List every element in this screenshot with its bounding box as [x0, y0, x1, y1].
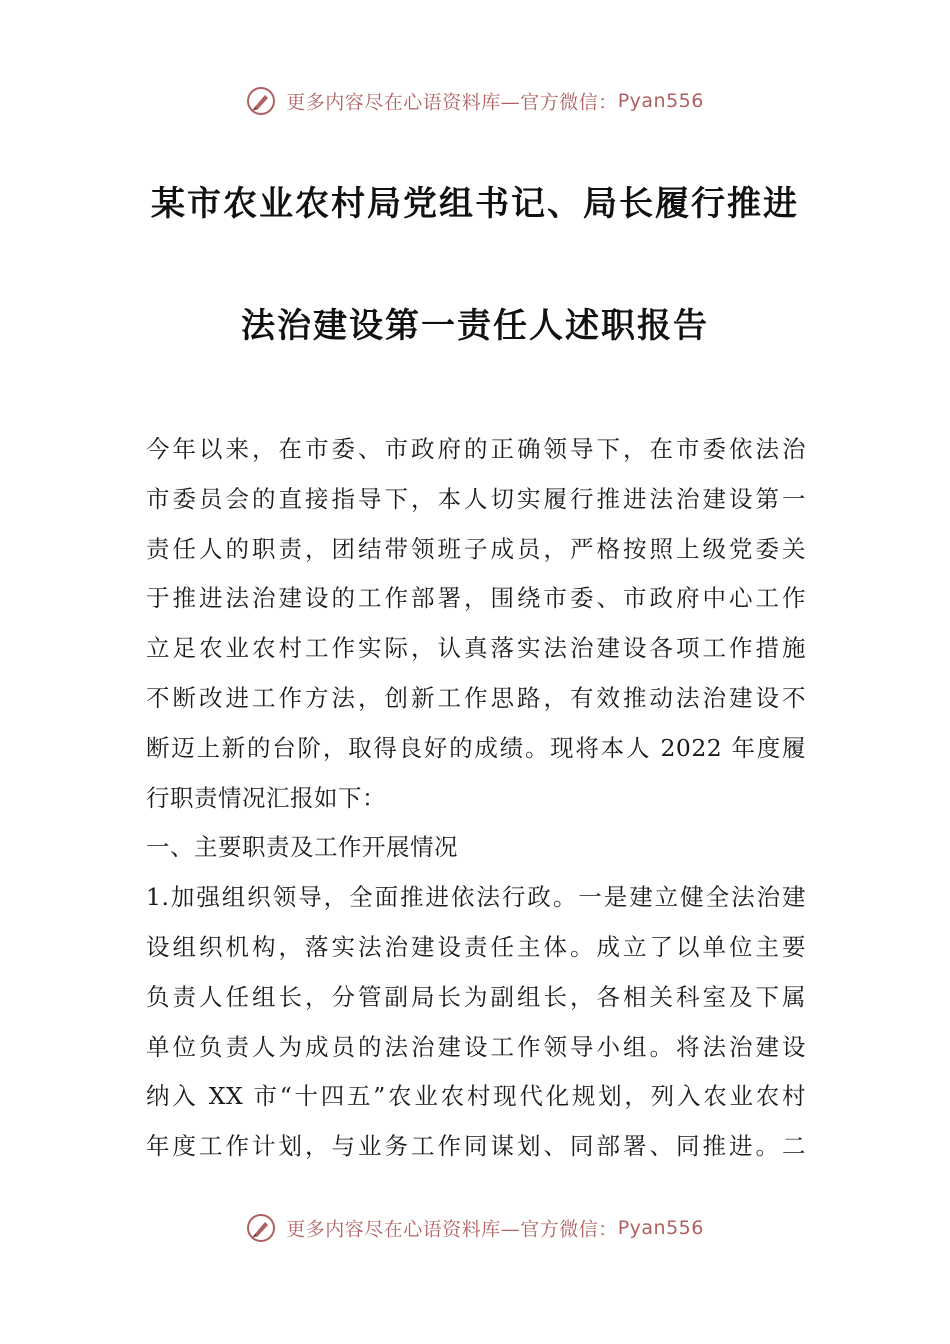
pen-logo-icon	[246, 86, 276, 116]
section-heading: 一、主要职责及工作开展情况	[146, 833, 458, 862]
body-line: 负责人任组长，分管副局长为副组长，各相关科室及下属	[146, 982, 806, 1011]
watermark-header	[0, 86, 950, 116]
body-line: 于推进法治建设的工作部署，围绕市委、市政府中心工作	[146, 584, 806, 613]
body-line: 年度工作计划，与业务工作同谋划、同部署、同推进。二	[146, 1132, 806, 1161]
watermark-footer	[0, 1213, 950, 1243]
body-line: 断迈上新的台阶，取得良好的成绩。现将本人 2022 年度履	[146, 733, 806, 762]
body-line: 不断改进工作方法，创新工作思路，有效推动法治建设不	[146, 683, 806, 712]
watermark-text: 更多内容尽在心语资料库—官方微信：	[286, 1218, 618, 1241]
body-line: 单位负责人为成员的法治建设工作领导小组。将法治建设	[146, 1032, 806, 1061]
document-body	[146, 428, 806, 1175]
watermark-text: 更多内容尽在心语资料库—官方微信：	[286, 91, 618, 114]
body-line: 行职责情况汇报如下：	[146, 783, 386, 812]
body-line: 立足农业农村工作实际，认真落实法治建设各项工作措施	[146, 634, 806, 663]
body-line: 1.加强组织领导，全面推进依法行政。一是建立健全法治建	[146, 883, 806, 912]
body-line: 今年以来，在市委、市政府的正确领导下，在市委依法治	[146, 435, 806, 463]
body-line: 设组织机构，落实法治建设责任主体。成立了以单位主要	[146, 932, 806, 961]
watermark-wechat-id: Pyan556	[617, 1217, 704, 1239]
body-line: 纳入 XX 市“十四五”农业农村现代化规划，列入农业农村	[146, 1082, 806, 1111]
document-title-line-1: 某市农业农村局党组书记、局长履行推进	[151, 184, 799, 224]
body-line: 市委员会的直接指导下，本人切实履行推进法治建设第一	[146, 484, 806, 513]
pen-logo-icon	[246, 1213, 276, 1243]
body-line: 责任人的职责，团结带领班子成员，严格按照上级党委关	[146, 534, 806, 563]
document-title-line-2: 法治建设第一责任人述职报告	[241, 306, 709, 346]
watermark-wechat-id: Pyan556	[617, 90, 704, 112]
